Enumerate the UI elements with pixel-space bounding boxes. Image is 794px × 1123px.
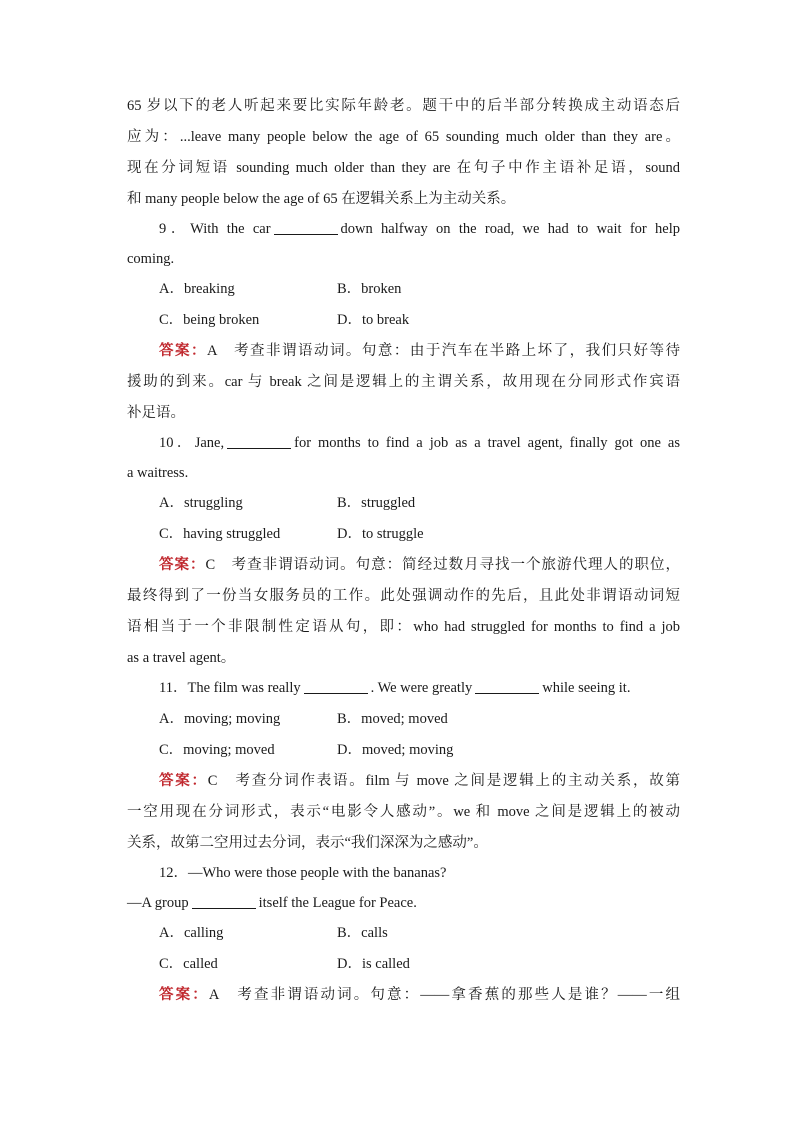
question-stem-text: itself the League for Peace. — [258, 895, 417, 911]
question-stem-text: down halfway on the road, we had to wait for help — [340, 221, 681, 237]
question-9 — [127, 219, 680, 423]
answer-label: 答案： — [159, 773, 208, 789]
option-c: C．having struggled — [159, 526, 281, 542]
option-c: C．being broken — [159, 312, 260, 328]
answer-blank — [227, 434, 291, 449]
question-stem-text: —A group — [127, 895, 189, 911]
answer-blank — [274, 220, 338, 235]
question-11 — [127, 678, 680, 853]
answer-line — [127, 341, 680, 361]
option-row — [127, 954, 680, 974]
option-b: B．moved; moved — [337, 711, 448, 727]
option-d: D．moved; moving — [337, 742, 454, 758]
option-row — [127, 524, 680, 544]
question-stem — [127, 219, 680, 239]
intro-paragraph — [127, 96, 680, 209]
intro-line: 应为：...leave many people below the age of 65 sounding much older than they are。 — [127, 129, 680, 145]
intro-line: 和 many people below the age of 65 在逻辑关系上为主动关系。 — [127, 191, 516, 207]
answer-cont: 语相当于一个非限制性定语从句，即：who had struggled for months to find a job — [127, 619, 680, 635]
question-stem-cont: a waitress. — [127, 465, 189, 481]
option-row — [127, 493, 680, 513]
question-stem-cont — [127, 893, 680, 913]
answer-text: C 考查非谓语动词。句意：简经过数月寻找一个旅游代理人的职位， — [205, 557, 680, 573]
answer-line — [127, 985, 680, 1005]
intro-line: 65 岁以下的老人听起来要比实际年龄老。题干中的后半部分转换成主动语态后 — [127, 98, 680, 114]
answer-text: C 考查分词作表语。film 与 move 之间是逻辑上的主动关系，故第 — [207, 773, 680, 789]
option-d: D．to struggle — [337, 526, 424, 542]
option-b: B．broken — [337, 281, 402, 297]
question-10 — [127, 433, 680, 668]
answer-text: A 考查非谓语动词。句意：由于汽车在半路上坏了，我们只好等待 — [206, 343, 680, 359]
question-stem-text: for months to find a job as a travel agent, finally got one as — [294, 435, 680, 451]
question-stem-text: 10．Jane, — [159, 435, 225, 451]
answer-cont: 关系，故第二空用过去分词，表示“我们深深为之感动”。 — [127, 835, 488, 851]
answer-cont: 援助的到来。car 与 break 之间是逻辑上的主谓关系，故用现在分同形式作宾语 — [127, 374, 680, 390]
question-12 — [127, 863, 680, 1005]
answer-cont: 一空用现在分词形式，表示“电影令人感动”。we 和 move 之间是逻辑上的被动 — [127, 804, 680, 820]
question-stem — [127, 433, 680, 453]
answer-cont: 补足语。 — [127, 405, 185, 421]
question-stem-text: . We were greatly — [370, 680, 473, 696]
answer-blank — [192, 894, 256, 909]
answer-line — [127, 555, 680, 575]
question-stem-text: 11．The film was really — [159, 680, 301, 696]
option-a: A．breaking — [159, 281, 235, 297]
document-page — [127, 96, 680, 1005]
option-d: D．is called — [337, 956, 410, 972]
answer-cont: as a travel agent。 — [127, 650, 236, 666]
option-b: B．struggled — [337, 495, 416, 511]
question-stem-text: 9．With the car — [159, 221, 271, 237]
option-d: D．to break — [337, 312, 410, 328]
answer-label: 答案： — [159, 987, 209, 1003]
option-row — [127, 923, 680, 943]
answer-blank — [304, 679, 368, 694]
answer-cont: 最终得到了一份当女服务员的工作。此处强调动作的先后，且此处非谓语动词短 — [127, 588, 680, 604]
option-row — [127, 740, 680, 760]
question-stem — [127, 678, 680, 698]
answer-text: A 考查非谓语动词。句意：——拿香蕉的那些人是谁？——一组 — [208, 987, 681, 1003]
intro-line: 现在分词短语 sounding much older than they are 在句子中作主语补足语，sound — [127, 160, 680, 176]
option-a: A．struggling — [159, 495, 243, 511]
option-c: C．moving; moved — [159, 742, 275, 758]
question-stem-text: while seeing it. — [542, 680, 631, 696]
option-b: B．calls — [337, 925, 388, 941]
option-a: A．calling — [159, 925, 224, 941]
question-stem: 12．—Who were those people with the bananas? — [159, 865, 447, 881]
question-stem-cont: coming. — [127, 251, 175, 267]
answer-line — [127, 771, 680, 791]
option-row — [127, 279, 680, 299]
answer-label: 答案： — [159, 557, 206, 573]
option-row — [127, 310, 680, 330]
answer-label: 答案： — [159, 343, 207, 359]
option-a: A．moving; moving — [159, 711, 281, 727]
option-c: C．called — [159, 956, 218, 972]
option-row — [127, 709, 680, 729]
answer-blank — [475, 679, 539, 694]
